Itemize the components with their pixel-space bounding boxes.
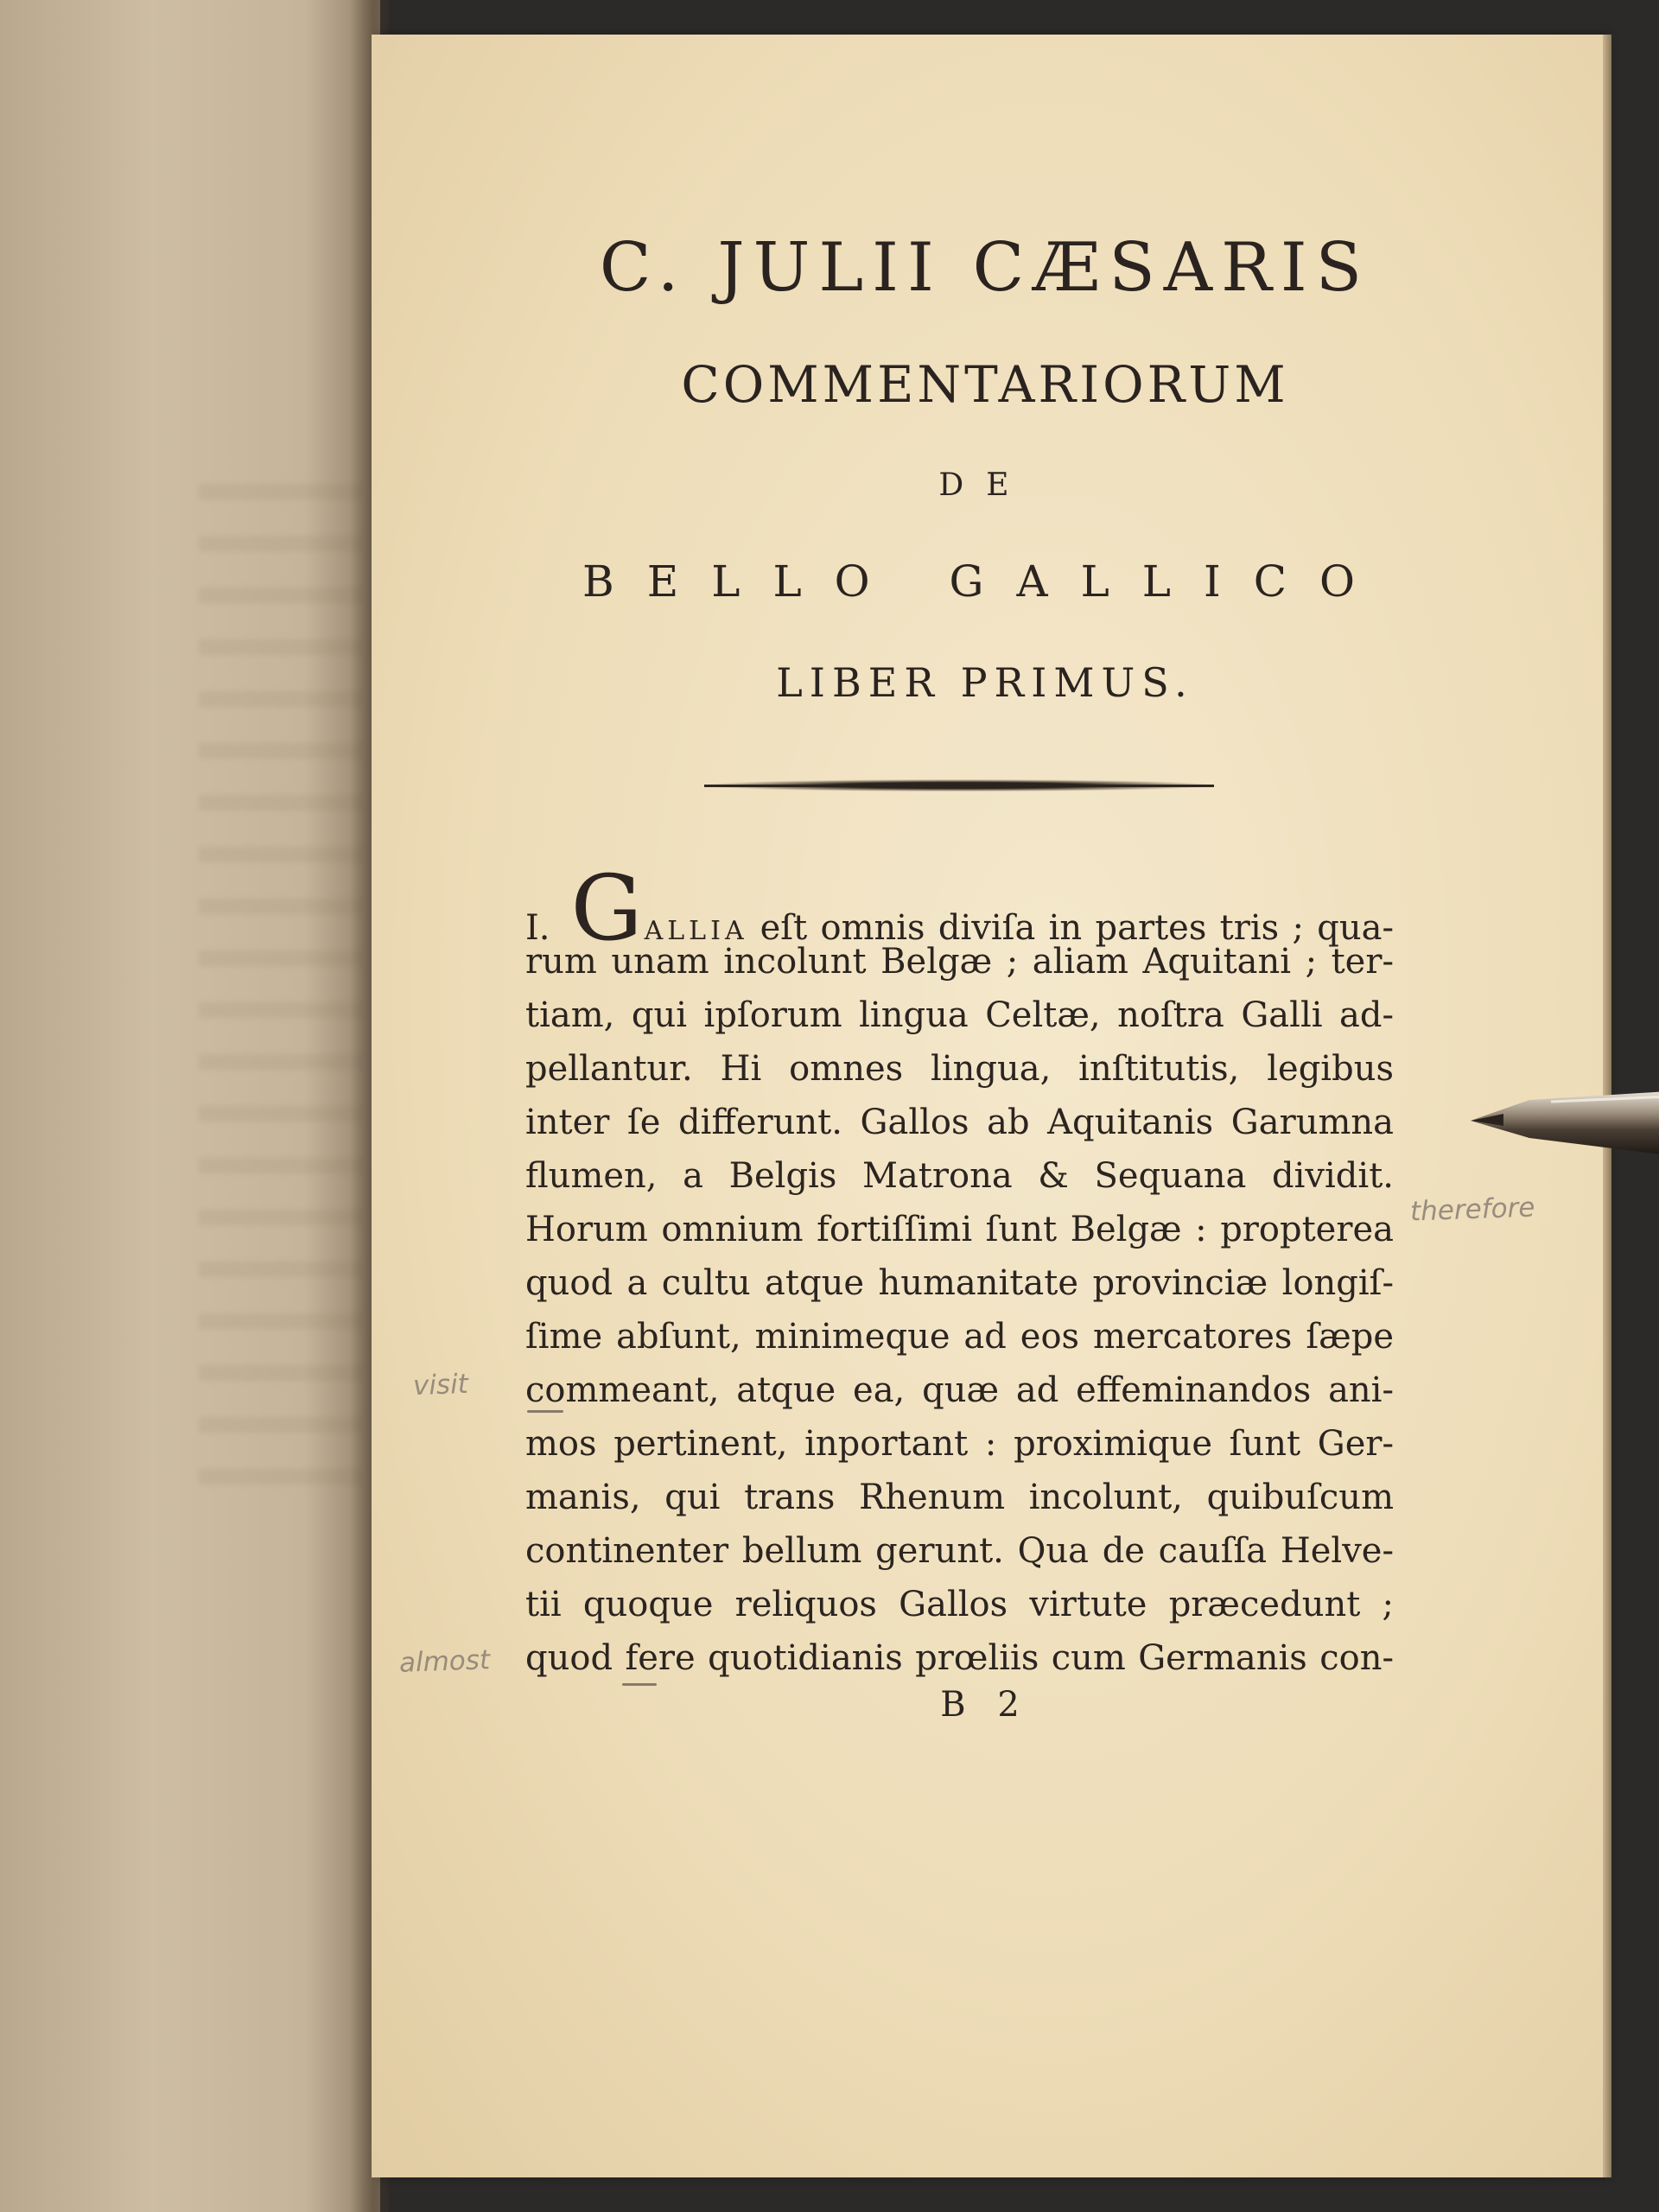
margin-note-almost: almost bbox=[398, 1644, 491, 1679]
text-line: mos pertinent, inportant : proximique ſunt Ger- bbox=[525, 1424, 1394, 1464]
margin-note-therefore: therefore bbox=[1409, 1192, 1535, 1228]
text-line: pellantur. Hi omnes lingua, inſtitutis, legibus bbox=[525, 1049, 1394, 1089]
first-line bbox=[525, 855, 1394, 961]
text-line: manis, qui trans Rhenum incolunt, quibuſcum bbox=[525, 1478, 1394, 1517]
title-subject: BELLO GALLICO bbox=[582, 556, 1388, 607]
pencil-underline bbox=[622, 1683, 657, 1686]
text-line: commeant, atque ea, quæ ad effeminandos ani- bbox=[525, 1370, 1394, 1410]
body-text bbox=[525, 855, 1394, 1685]
show-through-text bbox=[199, 484, 363, 1521]
margin-note-visit: visit bbox=[412, 1368, 469, 1402]
title-work: COMMENTARIORUM bbox=[681, 355, 1289, 414]
title-book-number: LIBER PRIMUS. bbox=[776, 659, 1194, 706]
title-author: C. JULII CÆSARIS bbox=[599, 229, 1371, 307]
drop-cap: G bbox=[570, 855, 643, 961]
section-number: I. bbox=[525, 908, 550, 948]
text-line: quod a cultu atque humanitate provinciæ longiſ- bbox=[525, 1263, 1394, 1303]
text-line: tii quoque reliquos Gallos virtute præcedunt ; bbox=[525, 1585, 1394, 1624]
text-line: inter ſe differunt. Gallos ab Aquitanis Garumna bbox=[525, 1103, 1394, 1142]
text-line: rum unam incolunt Belgæ ; aliam Aquitani ; ter- bbox=[525, 942, 1394, 982]
text-line: continenter bellum gerunt. Qua de cauſſa Helve- bbox=[525, 1531, 1394, 1571]
title-preposition: DE bbox=[938, 467, 1032, 503]
signature-mark: B 2 bbox=[940, 1685, 1030, 1725]
text-line: flumen, a Belgis Matrona & Sequana dividit. bbox=[525, 1156, 1394, 1196]
ornamental-rule bbox=[704, 779, 1214, 791]
pen-icon bbox=[1469, 1076, 1659, 1158]
pencil-underline bbox=[527, 1410, 563, 1413]
text-line: Horum omnium fortiſſimi ſunt Belgæ : propterea bbox=[525, 1210, 1394, 1249]
drop-cap-rest: ALLIA bbox=[644, 916, 748, 946]
text-line: quod fere quotidianis prœliis cum Germanis con- bbox=[525, 1638, 1394, 1678]
text-line: ſime abſunt, minimeque ad eos mercatores ſæpe bbox=[525, 1317, 1394, 1357]
first-line-text: eſt omnis diviſa in partes tris ; qua- bbox=[760, 908, 1394, 948]
text-line: tiam, qui ipſorum lingua Celtæ, noſtra Galli ad- bbox=[525, 995, 1394, 1035]
